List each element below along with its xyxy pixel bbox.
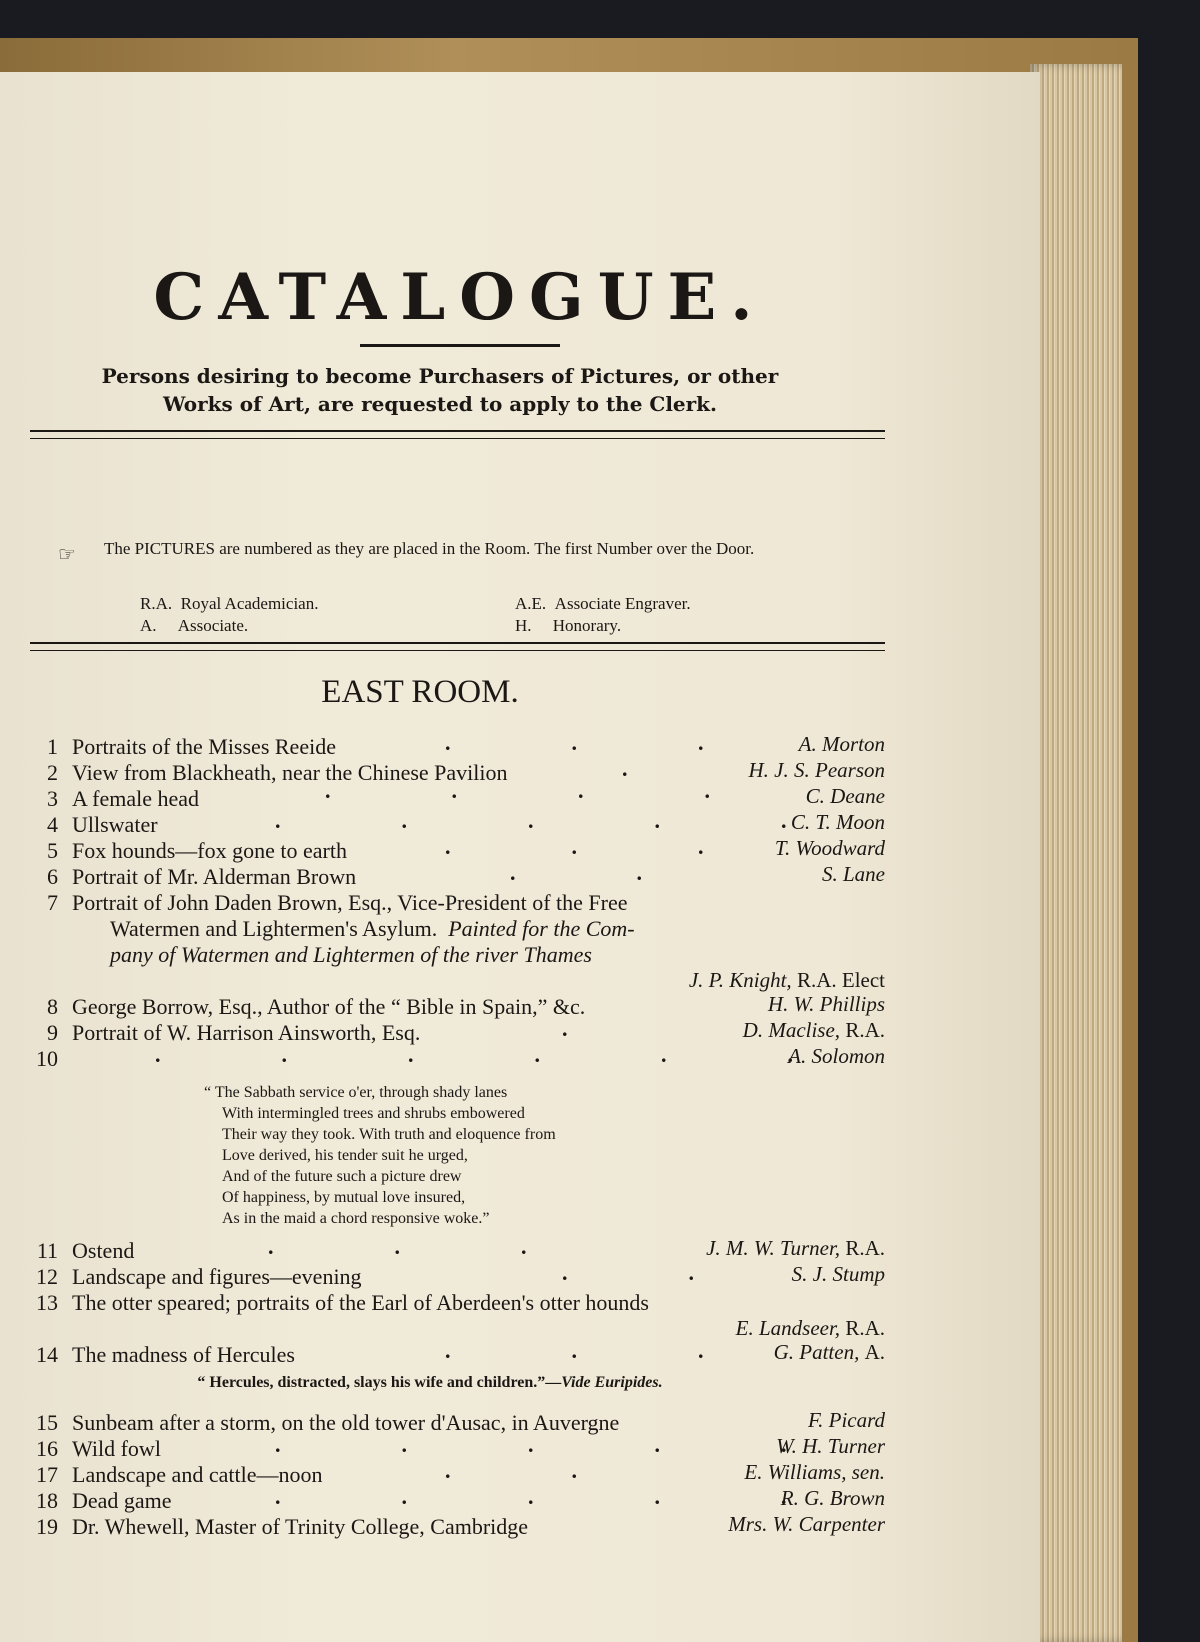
entry-artist: T. Woodward xyxy=(774,836,885,860)
entry-title: The otter speared; portraits of the Earl of Aberdeen's otter hounds xyxy=(72,1290,649,1315)
entry-title: Portrait of Mr. Alderman Brown xyxy=(72,864,357,889)
entry-number: 5 xyxy=(47,838,58,863)
double-rule-bottom xyxy=(30,642,885,651)
entry-title: Ullswater xyxy=(72,812,158,837)
entry-continuation: pany of Watermen and Lightermen of the river Thames xyxy=(110,942,592,967)
entry-artist: R. G. Brown xyxy=(780,1486,885,1510)
entry-artist: E. Williams, sen. xyxy=(744,1460,885,1484)
entry-number: 10 xyxy=(36,1046,58,1071)
leader-dots: . . xyxy=(510,860,642,885)
entry-artist: A. Morton xyxy=(798,732,885,756)
entry-title: Dead game xyxy=(72,1488,172,1513)
notice-line-1: Persons desiring to become Purchasers of Pictures, or other xyxy=(101,364,779,388)
abbr-ra: R.A. Royal Academician. xyxy=(140,594,319,613)
leader-dots: . . . xyxy=(445,1338,704,1363)
room-heading: EAST ROOM. xyxy=(321,674,519,710)
entry-number: 9 xyxy=(47,1020,58,1045)
entry-title: Ostend xyxy=(72,1238,135,1263)
leader-dots: . . xyxy=(562,1260,694,1285)
entry-number: 12 xyxy=(36,1264,58,1289)
entry-artist: G. Patten, A. xyxy=(773,1340,885,1364)
entry-number: 4 xyxy=(47,812,58,837)
entry-title: Landscape and cattle—noon xyxy=(72,1462,323,1487)
entry-artist: J. M. W. Turner, R.A. xyxy=(706,1236,885,1260)
entry-number: 15 xyxy=(36,1410,58,1435)
leader-dots: . . . . . xyxy=(275,1432,787,1457)
numbering-note: The PICTURES are numbered as they are placed in the Room. The first Number over the Door. xyxy=(104,539,755,558)
entry-artist: S. J. Stump xyxy=(791,1262,885,1286)
entry-number: 3 xyxy=(47,786,58,811)
entry-continuation: Watermen and Lightermen's Asylum. Painted for the Com- xyxy=(110,916,635,941)
abbr-h: H. Honorary. xyxy=(515,616,622,635)
entry-number: 18 xyxy=(36,1488,58,1513)
poem-line: Of happiness, by mutual love insured, xyxy=(222,1189,466,1206)
poem-line: Their way they took. With truth and eloquence from xyxy=(222,1126,556,1143)
page-title: CATALOGUE. xyxy=(153,260,767,335)
entry-artist: J. P. Knight, R.A. Elect xyxy=(688,968,885,992)
poem-line: And of the future such a picture drew xyxy=(222,1168,462,1185)
page-edges xyxy=(1030,64,1122,1642)
entry-number: 14 xyxy=(36,1342,58,1367)
entry-title: The madness of Hercules xyxy=(72,1342,295,1367)
leader-dots: . xyxy=(562,1016,568,1041)
leader-dots: . . . xyxy=(445,834,704,859)
entry-title: Landscape and figures—evening xyxy=(72,1264,362,1289)
entry-title: Sunbeam after a storm, on the old tower d'Ausac, in Auvergne xyxy=(72,1410,620,1435)
entry-artist: W. H. Turner xyxy=(776,1434,885,1458)
entry-number: 11 xyxy=(36,1238,58,1263)
entry-artist: C. T. Moon xyxy=(790,810,885,834)
entry-number: 16 xyxy=(36,1436,58,1461)
entry-artist: H. J. S. Pearson xyxy=(748,758,885,782)
entry-title: Wild fowl xyxy=(72,1436,161,1461)
entry-title: A female head xyxy=(72,786,200,811)
entry-number: 19 xyxy=(36,1514,58,1539)
leader-dots: . . xyxy=(445,1458,577,1483)
entry-title: Dr. Whewell, Master of Trinity College, Cambridge xyxy=(72,1514,529,1539)
entry-title: View from Blackheath, near the Chinese Pavilion xyxy=(72,760,508,785)
entry-title: Fox hounds—fox gone to earth xyxy=(72,838,347,863)
entry-title: Portrait of W. Harrison Ainsworth, Esq. xyxy=(72,1020,421,1045)
abbr-ae: A.E. Associate Engraver. xyxy=(515,594,691,613)
entry-artist: Mrs. W. Carpenter xyxy=(728,1512,885,1536)
entry-title: George Borrow, Esq., Author of the “ Bible in Spain,” &c. xyxy=(72,994,586,1019)
title-rule xyxy=(360,344,560,347)
entry-number: 2 xyxy=(47,760,58,785)
abbr-a: A. Associate. xyxy=(140,616,249,635)
double-rule-top xyxy=(30,430,885,439)
hercules-quote: “ Hercules, distracted, slays his wife and children.”—Vide Euripides. xyxy=(197,1374,663,1391)
entry-number: 1 xyxy=(47,734,58,759)
entry-artist: C. Deane xyxy=(805,784,885,808)
leader-dots: . xyxy=(622,756,628,781)
entry-number: 13 xyxy=(36,1290,58,1315)
pointing-hand-icon: ☞ xyxy=(58,542,76,566)
purchase-notice xyxy=(0,362,960,418)
entry-artist: H. W. Phillips xyxy=(767,992,885,1016)
leader-dots: . . . . . . xyxy=(155,1042,793,1067)
leader-dots: . . . . xyxy=(325,778,710,803)
entry-artist: S. Lane xyxy=(822,862,885,886)
entry-number: 6 xyxy=(47,864,58,889)
poem-line: With intermingled trees and shrubs embowered xyxy=(222,1105,525,1122)
leader-dots: . . . . . xyxy=(275,808,787,833)
entry-title: Portrait of John Daden Brown, Esq., Vice-President of the Free xyxy=(72,890,628,915)
poem-line: Love derived, his tender suit he urged, xyxy=(222,1147,468,1164)
entry-artist: F. Picard xyxy=(808,1408,885,1432)
entry-artist: D. Maclise, R.A. xyxy=(742,1018,885,1042)
poem-line: “ The Sabbath service o'er, through shady lanes xyxy=(204,1084,508,1101)
catalogue-page xyxy=(0,72,1040,1642)
leader-dots: . . . . . xyxy=(275,1484,787,1509)
entry-artist: A. Solomon xyxy=(788,1044,885,1068)
leader-dots: . . . xyxy=(268,1234,527,1259)
poem-line: As in the maid a chord responsive woke.” xyxy=(222,1210,490,1227)
entry-number: 17 xyxy=(36,1462,58,1487)
leader-dots: . . . xyxy=(445,730,704,755)
entry-number: 8 xyxy=(47,994,58,1019)
entry-title: Portraits of the Misses Reeide xyxy=(72,734,336,759)
entry-artist: E. Landseer, R.A. xyxy=(735,1316,885,1340)
entry-number: 7 xyxy=(47,890,58,915)
notice-line-2: Works of Art, are requested to apply to the Clerk. xyxy=(162,392,718,416)
